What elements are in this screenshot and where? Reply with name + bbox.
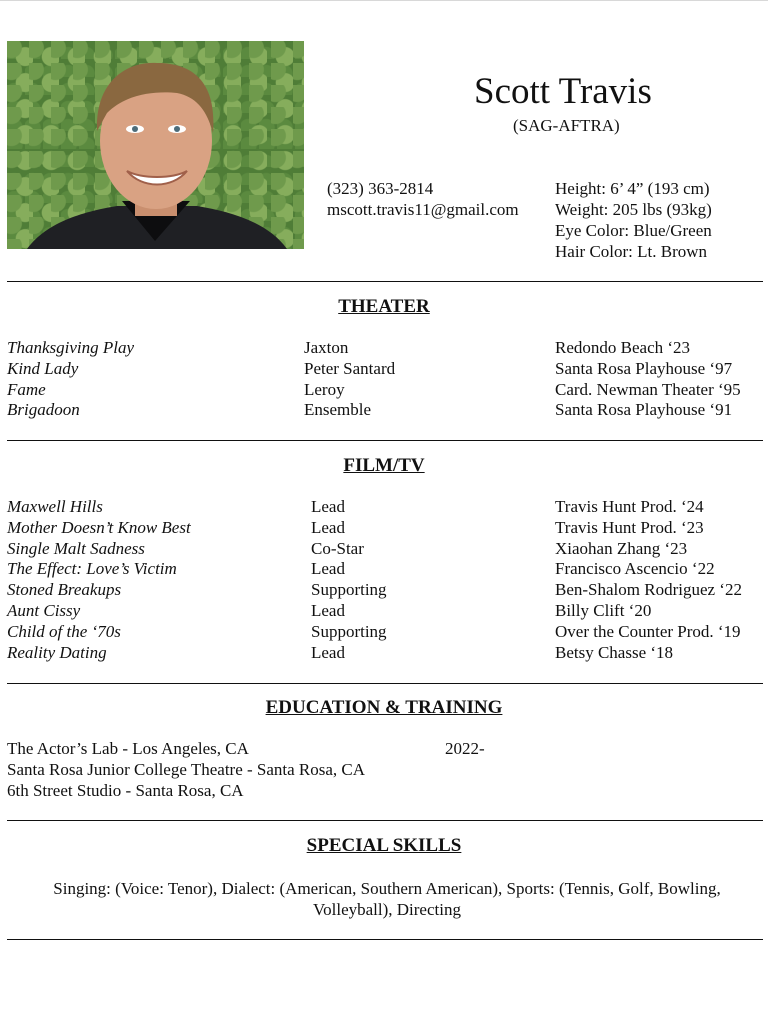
list-item (0, 601, 768, 622)
credit-title: Kind Lady (7, 358, 79, 378)
credit-title: Brigadoon (7, 400, 80, 420)
credit-title: The Effect: Love’s Victim (7, 559, 177, 579)
list-item (0, 539, 768, 560)
stat-hair-color: Hair Color: Lt. Brown (555, 242, 708, 261)
credit-production: Over the Counter Prod. ‘19 (555, 621, 741, 641)
headshot-icon (7, 41, 304, 249)
actor-name: Scott Travis (474, 71, 652, 112)
list-item (0, 622, 768, 643)
top-border (0, 0, 768, 1)
credit-title: Stoned Breakups (7, 580, 122, 600)
divider (7, 683, 763, 684)
credit-production: Ben-Shalom Rodriguez ‘22 (555, 580, 742, 600)
section-title-theater: THEATER (338, 296, 430, 317)
education-year: 2022- (445, 739, 485, 758)
stat-weight: Weight: 205 lbs (93kg) (555, 200, 712, 219)
section-title-film: FILM/TV (343, 455, 425, 476)
credit-role: Lead (311, 600, 345, 620)
credit-production: Travis Hunt Prod. ‘23 (555, 517, 704, 537)
divider (7, 820, 763, 821)
email-address: mscott.travis11@gmail.com (327, 200, 519, 219)
credit-production: Francisco Ascencio ‘22 (555, 559, 715, 579)
education-school: The Actor’s Lab - Los Angeles, CA (7, 739, 249, 758)
union-affiliation: (SAG-AFTRA) (513, 116, 620, 135)
credit-venue: Santa Rosa Playhouse ‘91 (555, 400, 733, 420)
list-item (0, 338, 768, 359)
list-item (0, 497, 768, 518)
credit-production: Betsy Chasse ‘18 (555, 642, 674, 662)
credit-role: Peter Santard (304, 358, 396, 378)
credit-title: Mother Doesn’t Know Best (7, 517, 191, 537)
credit-title: Reality Dating (7, 642, 107, 662)
stat-height: Height: 6’ 4” (193 cm) (555, 179, 710, 198)
list-item (0, 559, 768, 580)
list-item (0, 781, 768, 802)
credit-venue: Card. Newman Theater ‘95 (555, 379, 741, 399)
list-item (0, 643, 768, 664)
credit-title: Child of the ‘70s (7, 621, 121, 641)
credit-role: Lead (311, 517, 345, 537)
credit-role: Leroy (304, 379, 345, 399)
physical-stats (555, 178, 712, 262)
list-item (0, 580, 768, 601)
list-item (0, 359, 768, 380)
credit-production: Xiaohan Zhang ‘23 (555, 538, 688, 558)
credit-title: Thanksgiving Play (7, 338, 135, 357)
credit-title: Aunt Cissy (7, 600, 81, 620)
credit-role: Lead (311, 642, 345, 662)
credit-role: Ensemble (304, 400, 372, 420)
credit-production: Travis Hunt Prod. ‘24 (555, 497, 704, 516)
credit-role: Supporting (311, 580, 387, 600)
credit-role: Co-Star (311, 538, 364, 558)
credit-title: Single Malt Sadness (7, 538, 145, 558)
credit-role: Lead (311, 497, 345, 516)
divider (7, 440, 763, 441)
list-item (0, 400, 768, 421)
credit-venue: Santa Rosa Playhouse ‘97 (555, 358, 733, 378)
headshot-photo (7, 41, 304, 249)
list-item (0, 739, 768, 760)
section-title-education: EDUCATION & TRAINING (265, 697, 503, 718)
credit-role: Lead (311, 559, 345, 579)
education-school: 6th Street Studio - Santa Rosa, CA (7, 780, 244, 800)
stat-eye-color: Eye Color: Blue/Green (555, 221, 712, 240)
credit-role: Supporting (311, 621, 387, 641)
film-list (0, 497, 768, 663)
theater-list (0, 338, 768, 421)
education-school: Santa Rosa Junior College Theatre - Santa Rosa, CA (7, 759, 366, 779)
list-item (0, 518, 768, 539)
credit-venue: Redondo Beach ‘23 (555, 338, 691, 357)
credit-production: Billy Clift ‘20 (555, 600, 652, 620)
credit-title: Fame (7, 379, 46, 399)
list-item (0, 760, 768, 781)
phone-number: (323) 363-2814 (327, 179, 434, 198)
section-title-skills: SPECIAL SKILLS (306, 835, 462, 856)
list-item (0, 380, 768, 401)
credit-title: Maxwell Hills (7, 497, 103, 516)
education-list (0, 739, 768, 801)
contact-info (327, 178, 519, 220)
special-skills-text: Singing: (Voice: Tenor), Dialect: (American, Southern American), Sports: (Tennis, Golf, Bowling, Volleyball), Directing (53, 879, 721, 919)
credit-role: Jaxton (304, 338, 349, 357)
divider (7, 281, 763, 282)
divider (7, 939, 763, 940)
